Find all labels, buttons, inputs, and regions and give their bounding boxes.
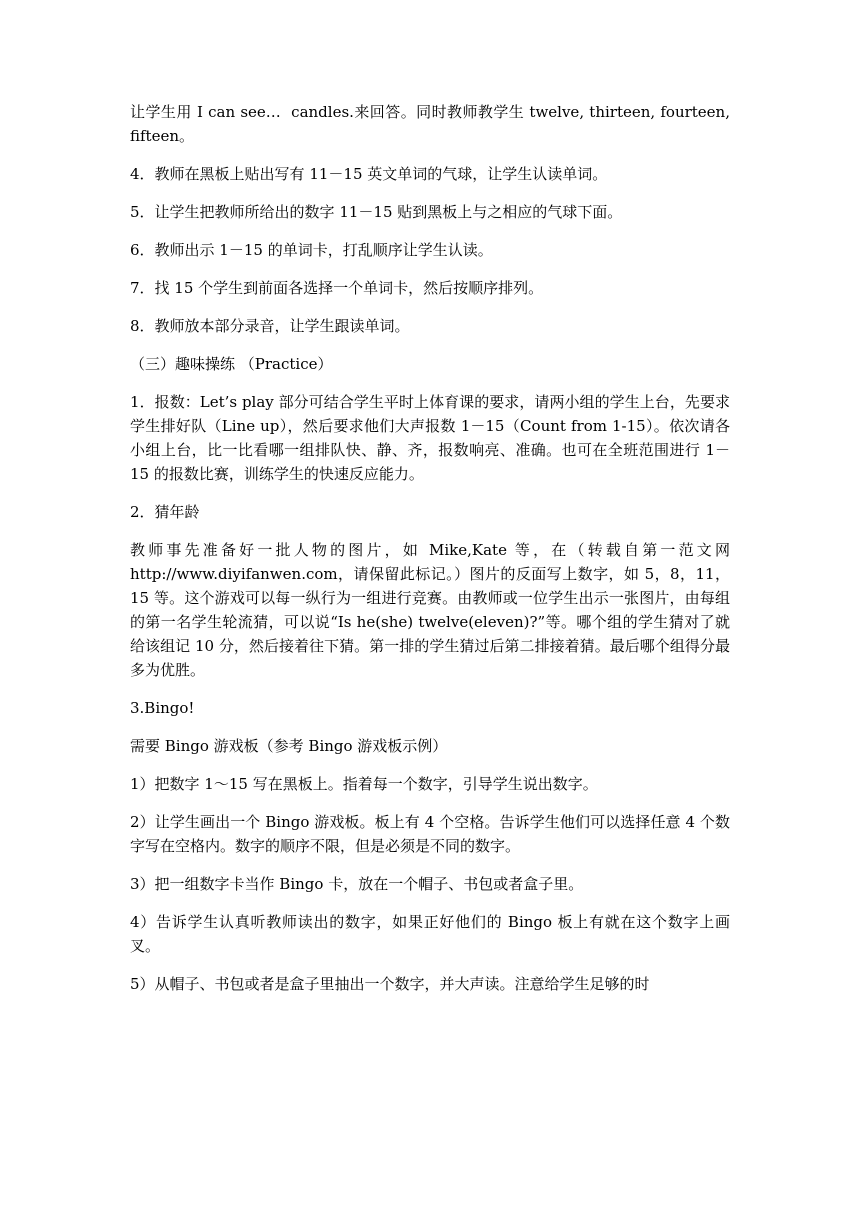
paragraph-guess-age: 教师事先准备好一批人物的图片，如 Mike,Kate 等，在（转载自第一范文网 http://www.diyifanwen.com，请保留此标记。）图片的反面写上数字，如 5，8，11，15 等。这个游戏可以每一纵行为一组进行竞赛。由教师或一位学生出示一张图片，由每组的第一名学生轮流猜，可以说“Is he(she) twelve(eleven)?”等。哪个组的学生猜对了就给该组记 10 分，然后接着往下猜。第一排的学生猜过后第二排接着猜。最后哪个组得分最多为优胜。 — [130, 541, 735, 679]
paragraph-bingo-step-3: 3）把一组数字卡当作 Bingo 卡，放在一个帽子、书包或者盒子里。 — [130, 875, 584, 893]
paragraph-step-6: 6．教师出示 1－15 的单词卡，打乱顺序让学生认读。 — [130, 241, 493, 259]
paragraph-bingo-step-1: 1）把数字 1～15 写在黑板上。指着每一个数字，引导学生说出数字。 — [130, 775, 598, 793]
paragraph-step-8: 8．教师放本部分录音，让学生跟读单词。 — [130, 317, 410, 335]
paragraph-step-5: 5．让学生把教师所给出的数字 11－15 贴到黑板上与之相应的气球下面。 — [130, 203, 623, 221]
paragraph-intro: 让学生用 I can see… candles.来回答。同时教师教学生 twelve, thirteen, fourteen, fifteen。 — [130, 103, 735, 145]
paragraph-bingo-need: 需要 Bingo 游戏板（参考 Bingo 游戏板示例） — [130, 737, 448, 755]
document-page — [130, 100, 735, 1010]
paragraph-bingo-title: 3.Bingo! — [130, 699, 195, 717]
paragraph-step-7: 7．找 15 个学生到前面各选择一个单词卡，然后按顺序排列。 — [130, 279, 544, 297]
section-heading-practice: （三）趣味操练 （Practice） — [130, 355, 333, 373]
paragraph-practice-1: 1．报数：Let’s play 部分可结合学生平时上体育课的要求，请两小组的学生上台，先要求学生排好队（Line up），然后要求他们大声报数 1－15（Count from 1-15）。依次请各小组上台，比一比看哪一组排队快、静、齐，报数响亮、准确。也可在全班范围进行 1－15 的报数比赛，训练学生的快速反应能力。 — [130, 393, 730, 483]
paragraph-practice-2-title: 2．猜年龄 — [130, 503, 200, 521]
paragraph-bingo-step-2: 2）让学生画出一个 Bingo 游戏板。板上有 4 个空格。告诉学生他们可以选择任意 4 个数字写在空格内。数字的顺序不限，但是必须是不同的数字。 — [130, 813, 730, 855]
paragraph-bingo-step-5: 5）从帽子、书包或者是盒子里抽出一个数字，并大声读。注意给学生足够的时 — [130, 975, 650, 993]
paragraph-bingo-step-4: 4）告诉学生认真听教师读出的数字，如果正好他们的 Bingo 板上有就在这个数字上画叉。 — [130, 913, 730, 955]
paragraph-step-4: 4．教师在黑板上贴出写有 11－15 英文单词的气球，让学生认读单词。 — [130, 165, 608, 183]
